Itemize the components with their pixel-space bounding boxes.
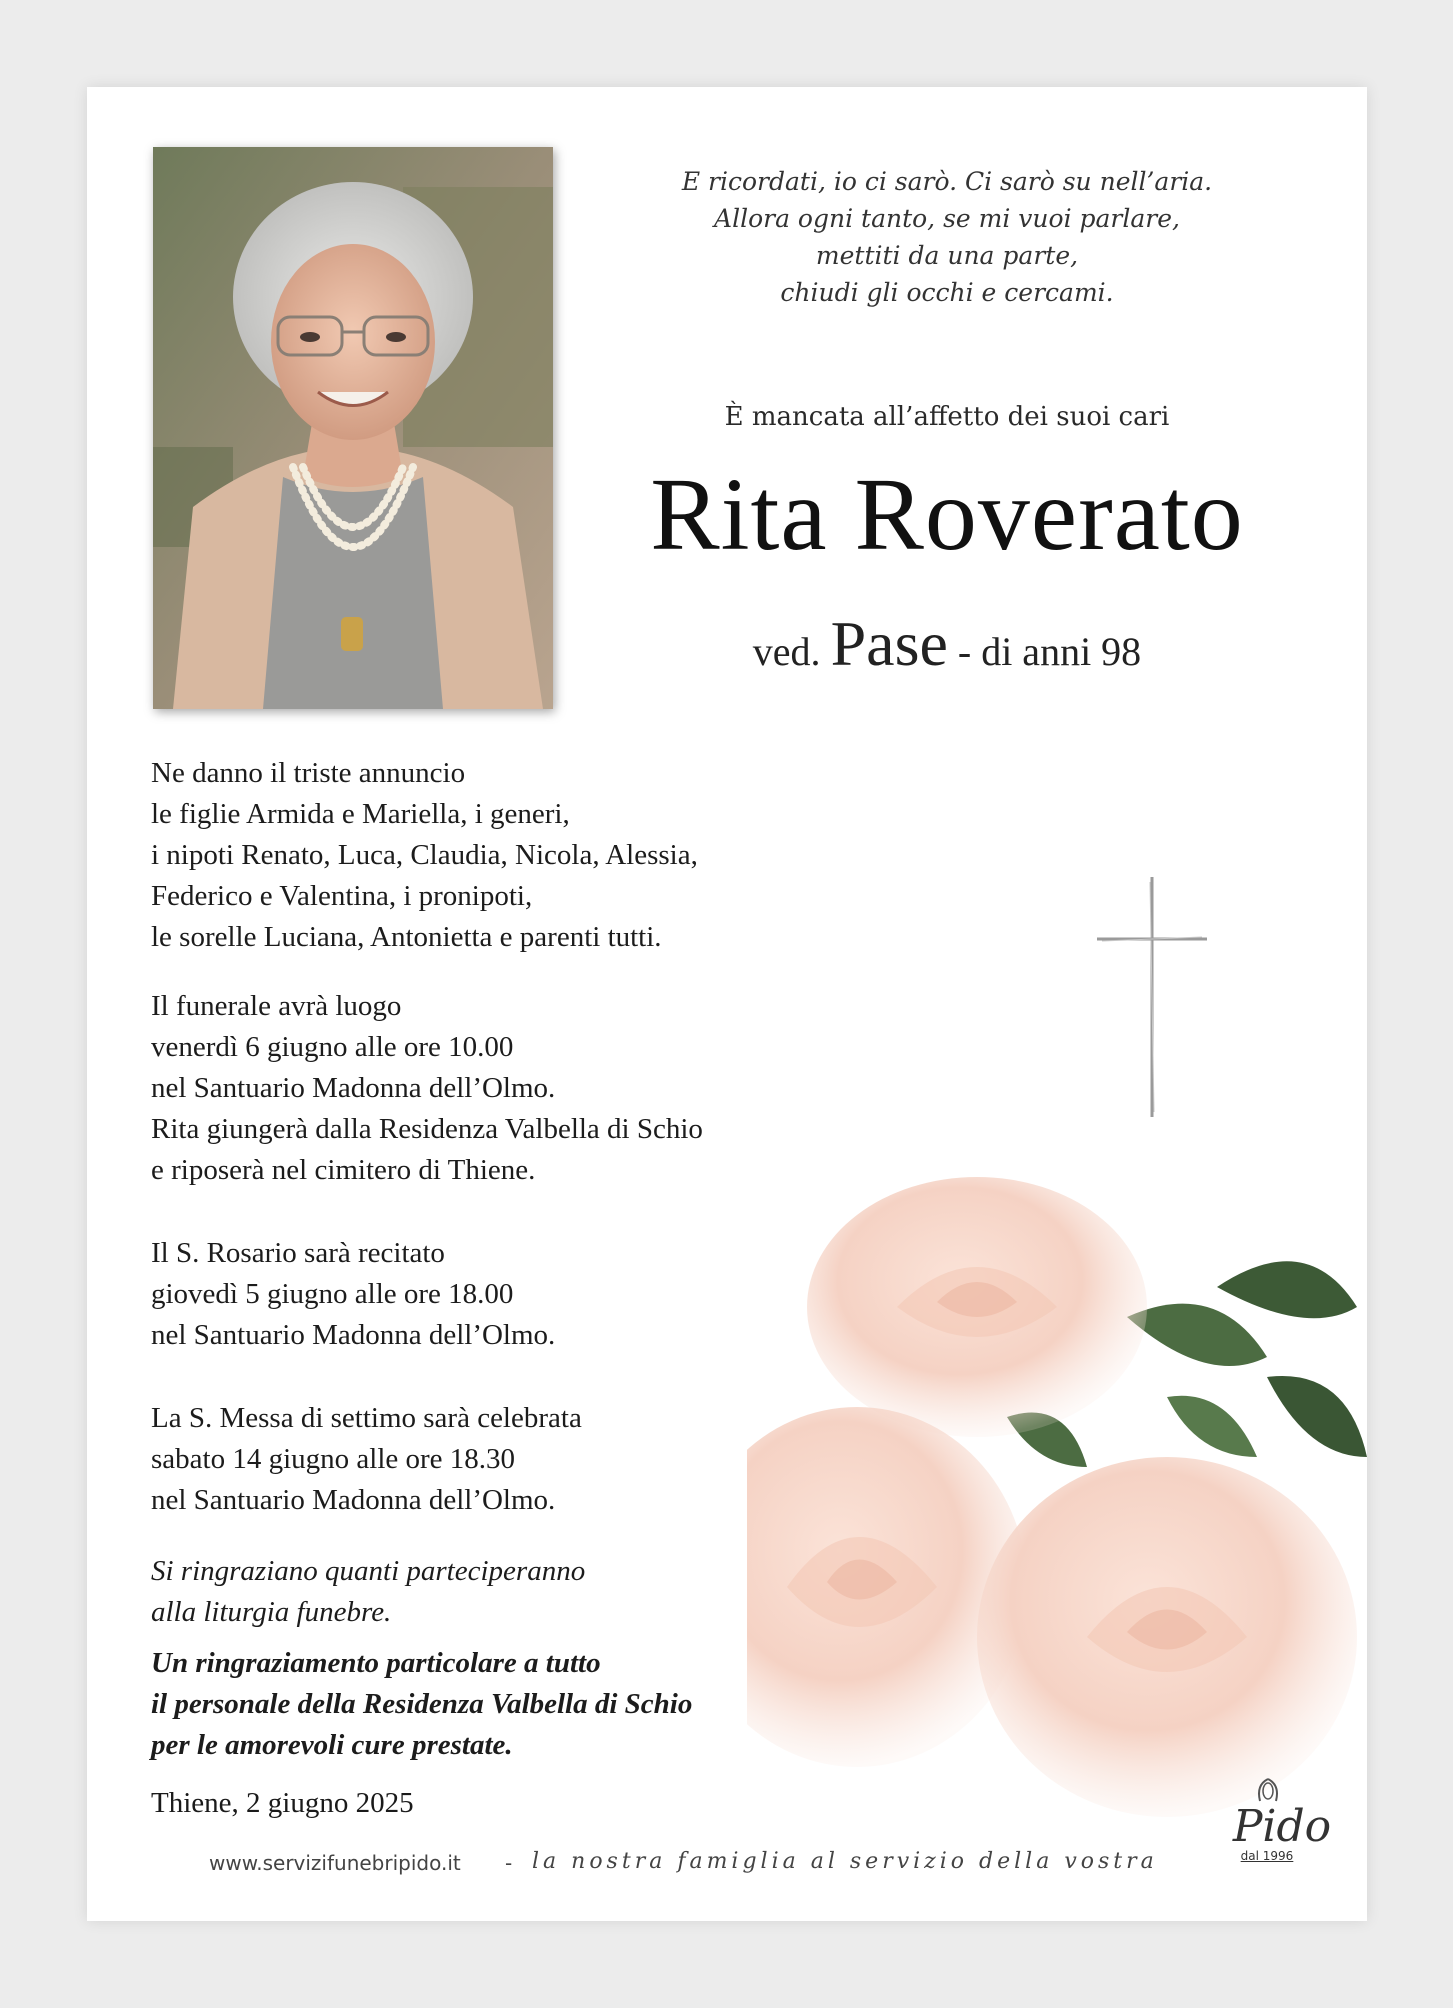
text-line: Rita giungerà dalla Residenza Valbella di Schio (151, 1113, 703, 1145)
announcement-body (151, 753, 871, 1794)
deceased-name: Rita Roverato (650, 457, 1244, 572)
text-line: Il funerale avrà luogo (151, 990, 402, 1022)
wreath-icon (1250, 1775, 1286, 1809)
text-line: Ne danno il triste annuncio (151, 757, 466, 789)
poem-line: chiudi gli occhi e cercami. (780, 278, 1114, 307)
rosary-paragraph (151, 1233, 871, 1356)
footer-slogan: la nostra famiglia al servizio della vostra (532, 1849, 1158, 1874)
text-line: giovedì 5 giugno alle ore 18.00 (151, 1278, 514, 1310)
text-line: Il S. Rosario sarà recitato (151, 1237, 445, 1269)
poem-line: E ricordati, io ci sarò. Ci sarò su nell’aria. (681, 167, 1213, 196)
text-line: il personale della Residenza Valbella di Schio (151, 1688, 693, 1720)
text-line: le figlie Armida e Mariella, i generi, (151, 798, 570, 830)
text-line: le sorelle Luciana, Antonietta e parenti tutti. (151, 921, 662, 953)
thanks-paragraph (151, 1551, 871, 1633)
text-line: La S. Messa di settimo sarà celebrata (151, 1402, 582, 1434)
text-line: Federico e Valentina, i pronipoti, (151, 880, 533, 912)
portrait-photo (153, 147, 553, 709)
married-surname: Pase (830, 608, 948, 679)
logo-name: Pido (1232, 1801, 1332, 1852)
text-line: e riposerà nel cimitero di Thiene. (151, 1154, 536, 1186)
text-line: Un ringraziamento particolare a tutto (151, 1647, 601, 1679)
text-line: alla liturgia funebre. (151, 1596, 392, 1628)
intro-text: È mancata all’affetto dei suoi cari (724, 402, 1170, 432)
deceased-subtitle (627, 607, 1267, 681)
website-link[interactable]: www.servizifunebripido.it (209, 1851, 461, 1875)
text-line: nel Santuario Madonna dell’Olmo. (151, 1319, 556, 1351)
mass-paragraph (151, 1398, 871, 1521)
obituary-card (87, 87, 1367, 1921)
footer-separator: - (505, 1851, 513, 1875)
announcement-paragraph (151, 753, 871, 958)
text-line: venerdì 6 giugno alle ore 10.00 (151, 1031, 514, 1063)
poem-line: mettiti da una parte, (815, 241, 1079, 270)
poem-line: Allora ogni tanto, se mi vuoi parlare, (714, 204, 1180, 233)
poem-quote (627, 163, 1267, 311)
cross-icon (1097, 877, 1207, 1117)
age-text: - di anni 98 (957, 629, 1142, 674)
footer (87, 1839, 1367, 1899)
widow-prefix: ved. (752, 629, 821, 674)
text-line: i nipoti Renato, Luca, Claudia, Nicola, Alessia, (151, 839, 698, 871)
text-line: sabato 14 giugno alle ore 18.30 (151, 1443, 516, 1475)
special-thanks-paragraph (151, 1643, 871, 1766)
text-line: per le amorevoli cure prestate. (151, 1729, 513, 1761)
text-line: Si ringraziano quanti parteciperanno (151, 1555, 586, 1587)
portrait-image (153, 147, 553, 709)
logo-since: dal 1996 (1240, 1849, 1294, 1863)
text-line: nel Santuario Madonna dell’Olmo. (151, 1072, 556, 1104)
funeral-paragraph (151, 986, 871, 1191)
text-line: nel Santuario Madonna dell’Olmo. (151, 1484, 556, 1516)
place-date: Thiene, 2 giugno 2025 (151, 1787, 414, 1819)
